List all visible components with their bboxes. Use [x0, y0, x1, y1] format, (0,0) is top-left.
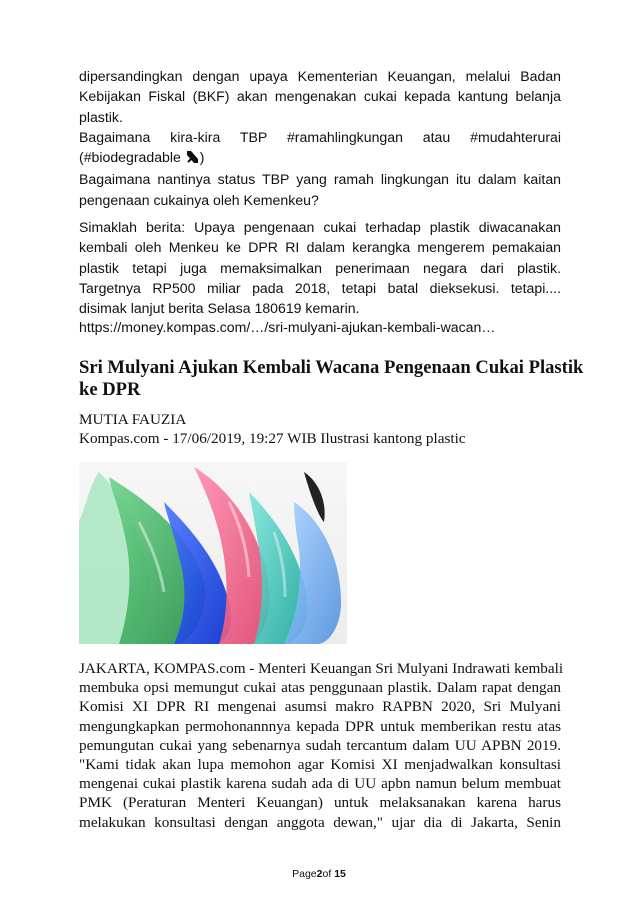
article-body-line: "Kami tidak akan lupa memohon agar Komisi XI menjadwalkan konsultasi: [79, 756, 561, 774]
intro-line: pengenaan cukainya oleh Kemenkeu?: [79, 191, 319, 208]
intro-line: Bagaimana nantinya status TBP yang ramah lingkungan itu dalam kaitan: [79, 171, 561, 188]
article-body: [79, 659, 564, 832]
article-body-line: pemungutan cukai yang sebenarnya sudah tercantum dalam UU APBN 2019.: [79, 736, 561, 754]
page-number: 2: [316, 868, 323, 880]
article-title: [79, 357, 584, 401]
intro-line: dipersandingkan dengan upaya Kementerian Keuangan, melalui Badan: [79, 68, 561, 84]
article-byline: [79, 410, 561, 448]
article-link-text[interactable]: https://money.kompas.com/…/sri-mulyani-ajukan-kembali-wacan…: [79, 319, 496, 335]
intro-text: ): [199, 149, 205, 166]
intro-line-biodegradable: [79, 147, 561, 169]
article-body-line: mengungkapkan permohonannnya kepada DPR untuk memberikan restu atas: [79, 717, 561, 735]
article-link[interactable]: [79, 317, 561, 337]
plastic-bags-photo: [79, 462, 347, 644]
total-pages: 15: [334, 868, 346, 880]
article-body-line: membuka opsi memungut cukai atas penggunaan plastik. Dalam rapat dengan: [79, 679, 561, 697]
page-label: Page: [292, 868, 317, 880]
intro-line: plastik.: [79, 108, 123, 125]
intro-line: Kebijakan Fiskal (BKF) akan mengenakan cukai kepada kantung belanja: [79, 88, 561, 105]
simak-line: disimak lanjut berita Selasa 180619 kemarin.: [79, 300, 360, 317]
article-body-line: mengenai cukai plastik karena sudah ada di UU apbn namun belum membuat: [79, 775, 561, 793]
article-body-line: PMK (Peraturan Menteri Keuangan) untuk melaksanakan karena harus: [79, 794, 561, 812]
article-body-line: JAKARTA, KOMPAS.com - Menteri Keuangan Sri Mulyani Indrawati kembali: [79, 660, 564, 677]
simak-paragraph: [79, 217, 561, 318]
article-title-line: ke DPR: [79, 379, 141, 400]
intro-paragraph: [79, 66, 561, 210]
intro-text: (#biodegradable: [79, 149, 185, 166]
page-footer: [0, 868, 638, 880]
simak-line: plastik tetapi juga memaksimalkan penerimaan negara dari plastik.: [79, 259, 561, 276]
tilted-arrow-icon: [185, 149, 200, 169]
article-body-line: melakukan konsultasi dengan anggota dewan," ujar dia di Jakarta, Senin: [79, 813, 561, 831]
simak-line: Simaklah berita: Upaya pengenaan cukai terhadap plastik diwacanakan: [79, 219, 561, 235]
author-name: MUTIA FAUZIA: [79, 411, 187, 428]
article-meta: Kompas.com - 17/06/2019, 19:27 WIB Ilustrasi kantong plastic: [79, 430, 466, 448]
article-body-line: Komisi XI DPR RI mengenai asumsi makro RAPBN 2020, Sri Mulyani: [79, 698, 561, 716]
article-title-line: Sri Mulyani Ajukan Kembali Wacana Pengenaan Cukai Plastik: [79, 357, 584, 378]
intro-line: Bagaimana kira-kira TBP #ramahlingkungan atau #mudahterurai: [79, 128, 561, 145]
simak-line: Targetnya RP500 miliar pada 2018, tetapi batal dieksekusi. tetapi....: [79, 279, 561, 296]
simak-line: kembali oleh Menkeu ke DPR RI dalam kerangka mengerem pemakaian: [79, 239, 561, 256]
of-label: of: [322, 868, 335, 880]
